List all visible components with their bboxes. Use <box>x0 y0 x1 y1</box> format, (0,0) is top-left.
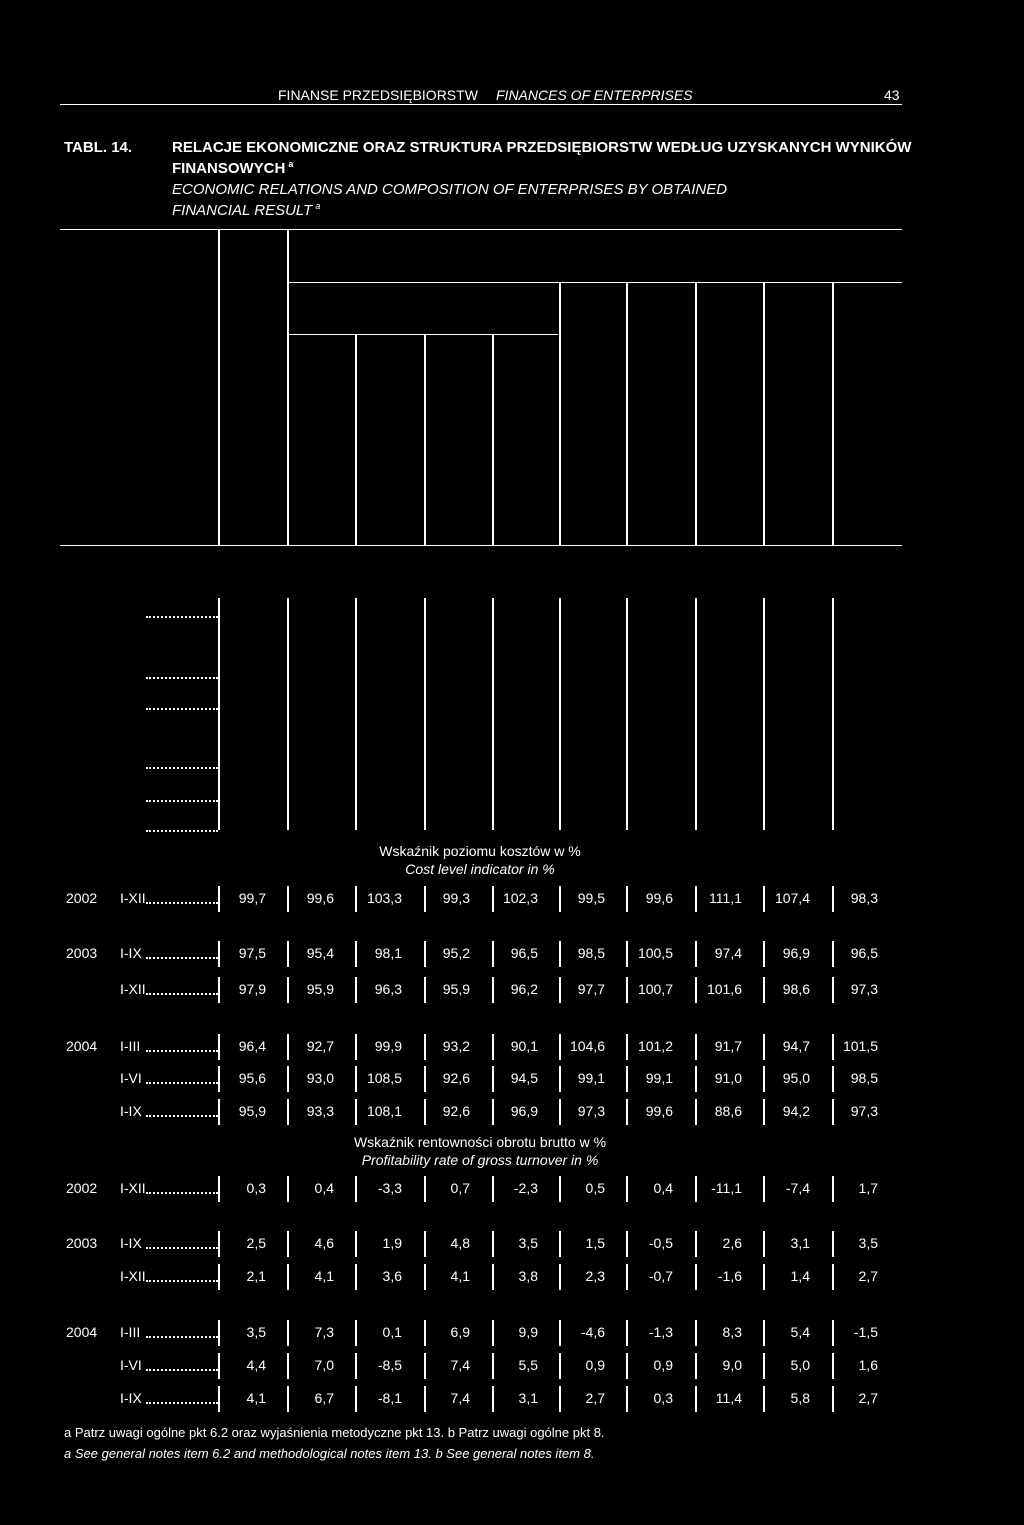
row-period: I-XII <box>120 890 146 906</box>
table-cell: 9,0 <box>722 1357 742 1373</box>
table-cell: -11,1 <box>711 1180 742 1196</box>
row-period: I-XII <box>120 1180 146 1196</box>
table-cell: 99,7 <box>238 890 266 906</box>
table-row <box>0 1070 1024 1090</box>
table-cell: 98,6 <box>782 981 810 997</box>
table-cell: 0,9 <box>653 1357 673 1373</box>
table-cell: 0,9 <box>585 1357 605 1373</box>
table-cell: 97,3 <box>577 1103 605 1119</box>
table-cell: 100,7 <box>637 981 673 997</box>
table-cell: 104,6 <box>569 1038 605 1054</box>
table-cell: 7,3 <box>314 1324 334 1340</box>
table-cell: 2,5 <box>246 1235 266 1251</box>
table-row <box>0 1103 1024 1123</box>
table-cell: 7,4 <box>450 1357 470 1373</box>
table-cell: 0,3 <box>653 1390 673 1406</box>
table-cell: 2,7 <box>585 1390 605 1406</box>
table-cell: 107,4 <box>774 890 810 906</box>
table-cell: 2,7 <box>858 1268 878 1284</box>
table-cell: 1,7 <box>858 1180 878 1196</box>
table-cell: 96,9 <box>510 1103 538 1119</box>
table-title-en-line1: ECONOMIC RELATIONS AND COMPOSITION OF ENTERPRISES BY OBTAINED <box>172 181 728 198</box>
table-cell: 4,1 <box>246 1390 266 1406</box>
table-cell: 92,6 <box>442 1103 470 1119</box>
table-cell: 108,1 <box>366 1103 402 1119</box>
table-cell: -1,5 <box>853 1324 878 1340</box>
table-cell: 99,1 <box>577 1070 605 1086</box>
table-cell: 4,1 <box>314 1268 334 1284</box>
table-title-pl-line1: RELACJE EKONOMICZNE ORAZ STRUKTURA PRZEDSIĘBIORSTW WEDŁUG UZYSKANYCH WYNIKÓW <box>172 139 912 156</box>
table-cell: 1,6 <box>858 1357 878 1373</box>
table-cell: 0,7 <box>450 1180 470 1196</box>
table-cell: 99,3 <box>442 890 470 906</box>
table-cell: -0,7 <box>648 1268 673 1284</box>
table-cell: 95,2 <box>442 945 470 961</box>
table-cell: 0,3 <box>246 1180 266 1196</box>
table-cell: 92,6 <box>442 1070 470 1086</box>
section-cost-level-heading: Wskaźnik poziomu kosztów w % Cost level indicator in % <box>379 843 581 877</box>
table-cell: 92,7 <box>306 1038 334 1054</box>
table-cell: 95,9 <box>238 1103 266 1119</box>
table-cell: 3,5 <box>858 1235 878 1251</box>
table-cell: 96,9 <box>782 945 810 961</box>
table-cell: 97,4 <box>714 945 742 961</box>
table-cell: 5,5 <box>518 1357 538 1373</box>
table-cell: 99,5 <box>577 890 605 906</box>
table-cell: 3,1 <box>790 1235 810 1251</box>
row-year: 2004 <box>66 1324 98 1340</box>
table-cell: 3,6 <box>382 1268 402 1284</box>
table-cell: -7,4 <box>785 1180 810 1196</box>
table-cell: 11,4 <box>715 1390 742 1406</box>
table-cell: 98,1 <box>374 945 402 961</box>
table-cell: -8,1 <box>377 1390 402 1406</box>
row-period: I-IX <box>120 1235 142 1251</box>
header-rule <box>60 104 902 105</box>
row-year: 2003 <box>66 1235 98 1251</box>
table-cell: 101,5 <box>842 1038 878 1054</box>
table-cell: 5,0 <box>790 1357 810 1373</box>
table-row <box>0 890 1024 910</box>
table-cell: 95,4 <box>306 945 334 961</box>
table-cell: 108,5 <box>366 1070 402 1086</box>
table-cell: 99,6 <box>306 890 334 906</box>
table-cell: 3,8 <box>518 1268 538 1284</box>
row-period: I-VI <box>120 1357 142 1373</box>
table-row <box>0 1268 1024 1288</box>
row-period: I-IX <box>120 945 142 961</box>
table-cell: 1,5 <box>585 1235 605 1251</box>
table-cell: 99,6 <box>645 890 673 906</box>
section-profitability-heading: Wskaźnik rentowności obrotu brutto w % Profitability rate of gross turnover in % <box>353 1134 607 1168</box>
table-cell: 5,4 <box>790 1324 810 1340</box>
table-cell: 9,9 <box>518 1324 538 1340</box>
table-cell: 3,5 <box>518 1235 538 1251</box>
table-cell: 2,1 <box>246 1268 266 1284</box>
table-number: TABL. 14. <box>64 139 133 156</box>
running-header-pl: FINANSE PRZEDSIĘBIORSTW <box>278 87 478 103</box>
table-cell: 1,9 <box>382 1235 402 1251</box>
table-cell: 99,6 <box>645 1103 673 1119</box>
table-cell: 95,9 <box>442 981 470 997</box>
table-cell: 99,1 <box>645 1070 673 1086</box>
table-cell: 90,1 <box>510 1038 538 1054</box>
table-cell: 91,7 <box>714 1038 742 1054</box>
table-cell: 88,6 <box>714 1103 742 1119</box>
table-title-en-line2: FINANCIAL RESULT $^a$ <box>172 201 321 219</box>
table-cell: 97,7 <box>577 981 605 997</box>
table-row <box>0 945 1024 965</box>
table-cell: 4,1 <box>450 1268 470 1284</box>
table-cell: 96,5 <box>510 945 538 961</box>
table-cell: 91,0 <box>714 1070 742 1086</box>
table-cell: 98,3 <box>850 890 878 906</box>
table-row <box>0 1324 1024 1344</box>
table-cell: 97,5 <box>238 945 266 961</box>
table-cell: 3,5 <box>246 1324 266 1340</box>
table-row <box>0 1180 1024 1200</box>
table-cell: -1,6 <box>717 1268 742 1284</box>
table-cell: 95,6 <box>238 1070 266 1086</box>
table-cell: 0,4 <box>653 1180 673 1196</box>
table-cell: 100,5 <box>637 945 673 961</box>
table-cell: 96,3 <box>374 981 402 997</box>
footnote-en: a See general notes item 6.2 and methodological notes item 13. b See general notes item 8. <box>64 1446 595 1461</box>
table-cell: 101,2 <box>637 1038 673 1054</box>
page-number: 43 <box>884 87 900 103</box>
table-cell: 2,3 <box>585 1268 605 1284</box>
row-period: I-III <box>120 1038 141 1054</box>
row-period: I-XII <box>120 1268 146 1284</box>
table-cell: 97,3 <box>850 1103 878 1119</box>
table-cell: 93,2 <box>442 1038 470 1054</box>
table-cell: -8,5 <box>377 1357 402 1373</box>
table-cell: -4,6 <box>580 1324 605 1340</box>
table-cell: 0,5 <box>585 1180 605 1196</box>
table-cell: 103,3 <box>366 890 402 906</box>
table-cell: 111,1 <box>709 890 742 906</box>
table-row <box>0 1390 1024 1410</box>
row-year: 2002 <box>66 1180 98 1196</box>
row-period: I-IX <box>120 1390 142 1406</box>
table-cell: 96,4 <box>238 1038 266 1054</box>
row-period: I-IX <box>120 1103 142 1119</box>
table-cell: 94,2 <box>782 1103 810 1119</box>
table-row <box>0 981 1024 1001</box>
table-title-pl-line2: FINANSOWYCH $^a$ <box>172 159 294 177</box>
table-cell: 8,3 <box>722 1324 742 1340</box>
table-cell: -2,3 <box>513 1180 538 1196</box>
table-row <box>0 1038 1024 1058</box>
table-cell: 102,3 <box>502 890 538 906</box>
table-cell: 2,7 <box>858 1390 878 1406</box>
table-cell: 98,5 <box>850 1070 878 1086</box>
table-cell: -0,5 <box>648 1235 673 1251</box>
row-period: I-XII <box>120 981 146 997</box>
table-cell: 4,4 <box>246 1357 266 1373</box>
row-year: 2002 <box>66 890 98 906</box>
table-cell: 4,6 <box>314 1235 334 1251</box>
table-cell: -1,3 <box>648 1324 673 1340</box>
table-cell: 97,3 <box>850 981 878 997</box>
table-cell: 98,5 <box>577 945 605 961</box>
row-period: I-III <box>120 1324 141 1340</box>
table-row <box>0 1235 1024 1255</box>
row-period: I-VI <box>120 1070 142 1086</box>
footnote-pl: a Patrz uwagi ogólne pkt 6.2 oraz wyjaśnienia metodyczne pkt 13. b Patrz uwagi ogólne pkt 8. <box>64 1425 605 1440</box>
table-cell: 96,5 <box>850 945 878 961</box>
table-cell: 95,0 <box>782 1070 810 1086</box>
table-cell: 96,2 <box>510 981 538 997</box>
row-year: 2004 <box>66 1038 98 1054</box>
table-cell: 0,4 <box>314 1180 334 1196</box>
table-cell: 97,9 <box>238 981 266 997</box>
table-cell: 7,0 <box>314 1357 334 1373</box>
table-cell: 7,4 <box>450 1390 470 1406</box>
table-cell: 5,8 <box>790 1390 810 1406</box>
table-cell: 93,3 <box>306 1103 334 1119</box>
table-cell: 93,0 <box>306 1070 334 1086</box>
table-cell: 94,7 <box>782 1038 810 1054</box>
running-header-en: FINANCES OF ENTERPRISES <box>496 87 693 103</box>
row-year: 2003 <box>66 945 98 961</box>
table-row <box>0 1357 1024 1377</box>
table-cell: 4,8 <box>450 1235 470 1251</box>
table-cell: 3,1 <box>518 1390 538 1406</box>
table-cell: 101,6 <box>706 981 742 997</box>
table-cell: 94,5 <box>510 1070 538 1086</box>
table-cell: 0,1 <box>382 1324 402 1340</box>
table-cell: 99,9 <box>374 1038 402 1054</box>
table-cell: -3,3 <box>377 1180 402 1196</box>
table-cell: 6,9 <box>450 1324 470 1340</box>
table-cell: 1,4 <box>790 1268 810 1284</box>
table-cell: 6,7 <box>314 1390 334 1406</box>
table-cell: 2,6 <box>722 1235 742 1251</box>
table-cell: 95,9 <box>306 981 334 997</box>
